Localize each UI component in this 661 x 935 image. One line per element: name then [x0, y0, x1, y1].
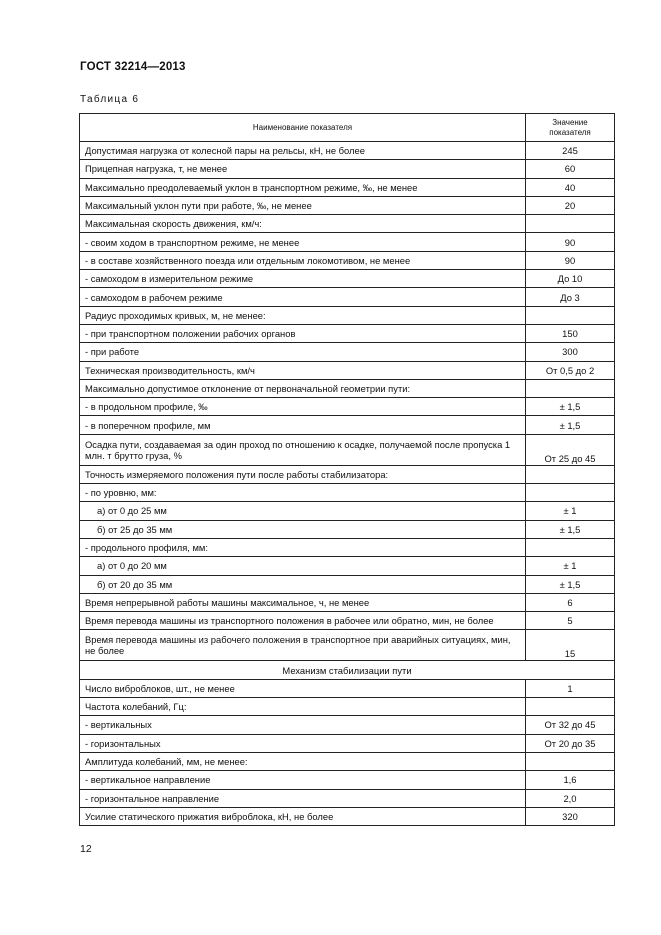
row-name: - по уровню, мм:: [80, 484, 526, 502]
row-name: Максимально допустимое отклонение от первоначальной геометрии пути:: [80, 379, 526, 397]
table-row: [80, 251, 615, 269]
table-row: [80, 557, 615, 575]
row-value: От 32 до 45: [526, 716, 615, 734]
row-value: 15: [526, 630, 615, 661]
row-name: Усилие статического прижатия виброблока, кН, не более: [80, 807, 526, 825]
table-row: [80, 142, 615, 160]
row-name: - вертикальных: [80, 716, 526, 734]
row-name: Амплитуда колебаний, мм, не менее:: [80, 752, 526, 770]
row-value: От 25 до 45: [526, 434, 615, 465]
row-value: 2,0: [526, 789, 615, 807]
row-name: - горизонтальное направление: [80, 789, 526, 807]
row-name: б) от 20 до 35 мм: [80, 575, 526, 593]
row-name: Число виброблоков, шт., не менее: [80, 679, 526, 697]
row-value: [526, 306, 615, 324]
table-row: [80, 484, 615, 502]
row-name: Время перевода машины из транспортного положения в рабочее или обратно, мин, не более: [80, 612, 526, 630]
table-row: [80, 379, 615, 397]
row-name: а) от 0 до 25 мм: [80, 502, 526, 520]
table-row: [80, 270, 615, 288]
table-header-row: [80, 114, 615, 142]
row-name: Частота колебаний, Гц:: [80, 698, 526, 716]
row-name: - в составе хозяйственного поезда или отдельным локомотивом, не менее: [80, 251, 526, 269]
row-value: 1: [526, 679, 615, 697]
table-row: [80, 612, 615, 630]
row-name: Максимально преодолеваемый уклон в транспортном режиме, ‰, не менее: [80, 178, 526, 196]
table-row: [80, 361, 615, 379]
row-name: - вертикальное направление: [80, 771, 526, 789]
row-name: Осадка пути, создаваемая за один проход по отношению к осадке, получаемой после пропуска 1 млн. т брутто груза, %: [80, 434, 526, 465]
row-value: ± 1,5: [526, 398, 615, 416]
row-name: Допустимая нагрузка от колесной пары на рельсы, кН, не более: [80, 142, 526, 160]
document-standard-title: ГОСТ 32214—2013: [80, 61, 186, 73]
row-value: 90: [526, 233, 615, 251]
row-value: 90: [526, 251, 615, 269]
row-value: ± 1,5: [526, 520, 615, 538]
row-value: 20: [526, 196, 615, 214]
row-value: 1,6: [526, 771, 615, 789]
row-name: Максимальная скорость движения, км/ч:: [80, 215, 526, 233]
table-row: [80, 789, 615, 807]
row-value: 40: [526, 178, 615, 196]
row-value: До 10: [526, 270, 615, 288]
table-row: [80, 215, 615, 233]
row-value: От 0,5 до 2: [526, 361, 615, 379]
table-row: [80, 306, 615, 324]
row-value: ± 1: [526, 557, 615, 575]
table-row: [80, 324, 615, 342]
row-value: ± 1: [526, 502, 615, 520]
row-name: Радиус проходимых кривых, м, не менее:: [80, 306, 526, 324]
table-row: [80, 465, 615, 483]
row-value: [526, 698, 615, 716]
table-row: [80, 178, 615, 196]
row-name: Время непрерывной работы машины максимальное, ч, не менее: [80, 593, 526, 611]
section-title: Механизм стабилизации пути: [80, 661, 615, 679]
row-value: ± 1,5: [526, 416, 615, 434]
row-value: От 20 до 35: [526, 734, 615, 752]
row-value: 320: [526, 807, 615, 825]
row-name: - горизонтальных: [80, 734, 526, 752]
row-name: - в продольном профиле, ‰: [80, 398, 526, 416]
row-value: [526, 379, 615, 397]
table-row: [80, 807, 615, 825]
row-name: Время перевода машины из рабочего положения в транспортное при аварийных ситуациях, мин, не более: [80, 630, 526, 661]
table-caption: Таблица 6: [80, 94, 140, 105]
row-value: [526, 215, 615, 233]
row-name: а) от 0 до 20 мм: [80, 557, 526, 575]
row-value: [526, 484, 615, 502]
row-value: 245: [526, 142, 615, 160]
column-header-value: Значение показателя: [526, 114, 615, 142]
table-row: [80, 734, 615, 752]
table-row: [80, 538, 615, 556]
section-header-row: [80, 661, 615, 679]
row-name: Точность измеряемого положения пути после работы стабилизатора:: [80, 465, 526, 483]
spec-table: [79, 113, 615, 826]
row-value: 60: [526, 160, 615, 178]
row-name: - своим ходом в транспортном режиме, не менее: [80, 233, 526, 251]
table-row: [80, 698, 615, 716]
table-row: [80, 502, 615, 520]
table-row: [80, 434, 615, 465]
row-name: Прицепная нагрузка, т, не менее: [80, 160, 526, 178]
row-value: [526, 465, 615, 483]
table-row: [80, 160, 615, 178]
table-row: [80, 752, 615, 770]
row-name: - продольного профиля, мм:: [80, 538, 526, 556]
table-row: [80, 520, 615, 538]
table-row: [80, 679, 615, 697]
row-value: ± 1,5: [526, 575, 615, 593]
page-number: 12: [80, 843, 92, 855]
row-name: - самоходом в рабочем режиме: [80, 288, 526, 306]
row-name: - при работе: [80, 343, 526, 361]
table-row: [80, 233, 615, 251]
table-row: [80, 343, 615, 361]
column-header-name: Наименование показателя: [80, 114, 526, 142]
table-row: [80, 288, 615, 306]
table-row: [80, 196, 615, 214]
row-value: 150: [526, 324, 615, 342]
row-name: - при транспортном положении рабочих органов: [80, 324, 526, 342]
row-name: Техническая производительность, км/ч: [80, 361, 526, 379]
row-value: 5: [526, 612, 615, 630]
row-value: 6: [526, 593, 615, 611]
row-name: - в поперечном профиле, мм: [80, 416, 526, 434]
table-row: [80, 593, 615, 611]
table-row: [80, 716, 615, 734]
row-value: До 3: [526, 288, 615, 306]
row-value: [526, 752, 615, 770]
table-row: [80, 575, 615, 593]
row-value: [526, 538, 615, 556]
table-row: [80, 630, 615, 661]
row-name: - самоходом в измерительном режиме: [80, 270, 526, 288]
row-name: Максимальный уклон пути при работе, ‰, не менее: [80, 196, 526, 214]
table-row: [80, 771, 615, 789]
row-name: б) от 25 до 35 мм: [80, 520, 526, 538]
table-row: [80, 398, 615, 416]
table-row: [80, 416, 615, 434]
row-value: 300: [526, 343, 615, 361]
